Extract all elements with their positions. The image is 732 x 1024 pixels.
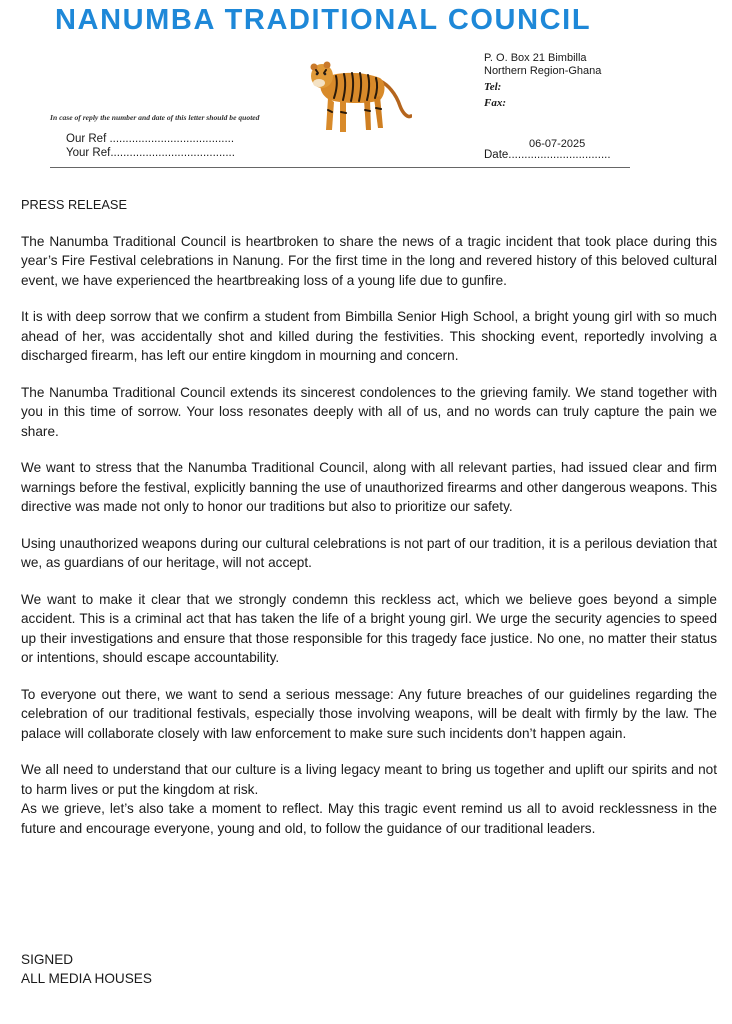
signature-block bbox=[21, 950, 152, 988]
our-ref-field: Our Ref ....................................... bbox=[66, 133, 235, 145]
paragraph-2: It is with deep sorrow that we confirm a student from Bimbilla Senior High School, a bright young girl with so much ahead of her, was accidentally shot and killed during the festivities. This shocking event, reportedly involving a discharged firearm, has left our entire kingdom in mourning and concern. bbox=[21, 309, 717, 363]
fax-label: Fax: bbox=[484, 97, 506, 109]
signed-label: SIGNED bbox=[21, 952, 74, 967]
tiger-icon bbox=[300, 50, 412, 136]
reply-instruction-note: In case of reply the number and date of this letter should be quoted bbox=[50, 113, 260, 122]
document-heading: PRESS RELEASE bbox=[21, 197, 127, 212]
your-ref-field: Your Ref....................................... bbox=[66, 147, 235, 159]
paragraph-3: The Nanumba Traditional Council extends its sincerest condolences to the grieving family. We stand together with you in this time of sorrow. Your loss resonates deeply with all of us, and no words can truly capture the pain we share. bbox=[21, 384, 717, 439]
council-address-block bbox=[484, 52, 601, 110]
date-value: 06-07-2025 bbox=[529, 138, 586, 150]
telephone-label: Tel: bbox=[484, 81, 502, 93]
paragraph-4: We want to stress that the Nanumba Traditional Council, along with all relevant parties, had issued clear and firm warnings before the festival, explicitly banning the use of unauthorized firearms and other dangerous weapons. This directive was made not only to honor our traditions but also to prioritize our safety. bbox=[21, 460, 717, 514]
paragraph-6: We want to make it clear that we strongly condemn this reckless act, which we believe goes beyond a simple accident. This is a criminal act that has taken the life of a bright young girl. We urge the security agencies to speed up their investigations and ensure that those responsible for this tragedy face justice. No one, no matter their status or intentions, should escape accountability. bbox=[21, 591, 717, 665]
recipient-label: ALL MEDIA HOUSES bbox=[21, 971, 152, 986]
press-release-body bbox=[21, 195, 717, 855]
letterhead-divider bbox=[50, 167, 630, 168]
paragraph-1: The Nanumba Traditional Council is heartbroken to share the news of a tragic incident that took place during this year’s Fire Festival celebrations in Nanung. For the first time in the long and revered history of this beloved cultural event, we have experienced the heartbreaking loss of a young life due to gunfire. bbox=[21, 233, 717, 288]
paragraph-9: As we grieve, let’s also take a moment to reflect. May this tragic event remind us all to avoid recklessness in the future and encourage everyone, young and old, to follow the guidance of our traditional leaders. bbox=[21, 801, 717, 836]
council-title: NANUMBA TRADITIONAL COUNCIL bbox=[55, 4, 592, 36]
paragraph-7: To everyone out there, we want to send a serious message: Any future breaches of our guidelines regarding the celebration of our traditional festivals, especially those involving weapons, will be dealt with firmly by the law. The palace will collaborate closely with law enforcement to make sure such incidents don’t happen again. bbox=[21, 686, 717, 741]
address-line-2: Northern Region-Ghana bbox=[484, 65, 602, 77]
date-field: Date................................ bbox=[484, 149, 611, 161]
paragraph-8: We all need to understand that our culture is a living legacy meant to bring us together and uplift our spirits and not to harm lives or put the kingdom at risk. bbox=[21, 762, 717, 797]
paragraph-5: Using unauthorized weapons during our cultural celebrations is not part of our tradition, it is a perilous deviation that we, as guardians of our heritage, will not accept. bbox=[21, 535, 717, 570]
address-line-1: P. O. Box 21 Bimbilla bbox=[484, 52, 587, 64]
